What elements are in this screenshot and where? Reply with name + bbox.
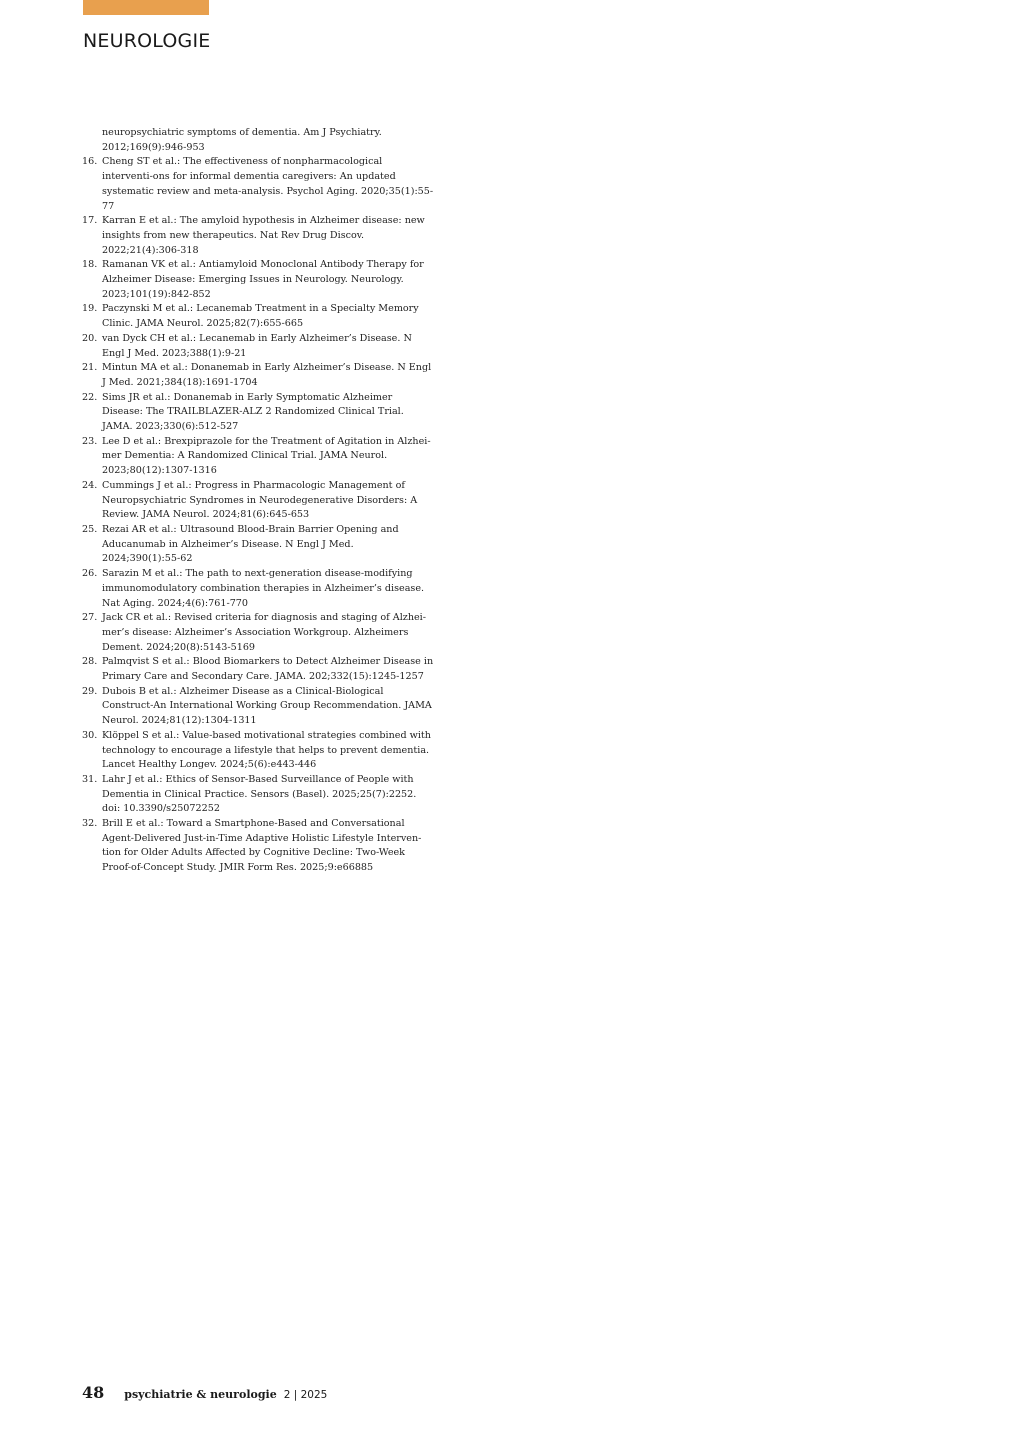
reference-number: 18.: [82, 259, 98, 271]
reference-continuation: neuropsychiatric symptoms of dementia. Am J Psychiatry. 2012;169(9):946-953: [102, 127, 382, 153]
reference-item: [82, 773, 434, 817]
reference-text: Rezai AR et al.: Ultrasound Blood-Brain Barrier Opening and Aducanumab in Alzheimer’s Disease. N Engl J Med. 2024;390(1):55-62: [102, 523, 399, 565]
reference-text: Paczynski M et al.: Lecanemab Treatment in a Specialty Memory Clinic. JAMA Neurol. 2025;82(7):655-665: [102, 303, 419, 330]
reference-text: Sarazin M et al.: The path to next-generation disease-modifying immunomodulatory combination therapies in Alzheimer’s disease. Nat Aging. 2024;4(6):761-770: [102, 568, 425, 609]
reference-number: 27.: [82, 612, 98, 624]
reference-number: 23.: [82, 435, 98, 447]
reference-item: [82, 817, 434, 876]
page-number: 48: [82, 1383, 105, 1402]
reference-text: Lahr J et al.: Ethics of Sensor-Based Surveillance of People with Dementia in Clinical Practice. Sensors (Basel). 2025;25(7):2252. doi: 10.3390/s25072252: [102, 773, 417, 815]
reference-number: 31.: [82, 773, 98, 785]
reference-item: [82, 685, 434, 729]
reference-text: Brill E et al.: Toward a Smartphone-Based and Conversational Agent-Delivered Just-in-Time Adaptive Holistic Lifestyle Interven-tion for Older Adults Affected by Cognitive Decline: Two-Week Proof-of-Concept Study. JMIR Form Res. 2025;9:e66885: [102, 818, 422, 874]
reference-item: [82, 479, 434, 523]
reference-number: 17.: [82, 215, 98, 227]
reference-item: [82, 435, 434, 479]
reference-number: 20.: [82, 332, 98, 344]
reference-number: 22.: [82, 391, 98, 403]
reference-text: Karran E et al.: The amyloid hypothesis in Alzheimer disease: new insights from new therapeutics. Nat Rev Drug Discov. 2022;21(4):306-318: [102, 215, 425, 256]
reference-text: Klöppel S et al.: Value-based motivational strategies combined with technology to encourage a lifestyle that helps to prevent dementia. Lancet Healthy Longev. 2024;5(6):e443-446: [102, 729, 431, 771]
page-footer: [82, 1383, 327, 1402]
reference-number: 26.: [82, 568, 98, 580]
reference-item: [82, 214, 434, 258]
reference-number: 30.: [82, 729, 98, 741]
reference-number: 25.: [82, 523, 98, 535]
reference-item: [82, 361, 434, 390]
reference-items: [82, 155, 434, 875]
reference-number: 28.: [82, 656, 98, 668]
reference-number: 29.: [82, 685, 98, 697]
reference-number: 21.: [82, 362, 98, 374]
reference-text: Ramanan VK et al.: Antiamyloid Monoclonal Antibody Therapy for Alzheimer Disease: Emerging Issues in Neurology. Neurology. 2023;101(19):842-852: [102, 259, 424, 300]
reference-item: [82, 729, 434, 773]
reference-item: [82, 258, 434, 302]
reference-item: [82, 655, 434, 684]
reference-item: [82, 155, 434, 214]
journal-name: psychiatrie & neurologie: [124, 1388, 277, 1401]
reference-text: Dubois B et al.: Alzheimer Disease as a Clinical-Biological Construct-An International Working Group Recommendation. JAMA Neurol. 2024;81(12):1304-1311: [102, 685, 432, 727]
reference-item: [82, 391, 434, 435]
reference-number: 24.: [82, 479, 98, 491]
section-title: NEUROLOGIE: [83, 30, 211, 52]
reference-text: Cummings J et al.: Progress in Pharmacologic Management of Neuropsychiatric Syndromes in Neurodegenerative Disorders: A Review. JAMA Neurol. 2024;81(6):645-653: [102, 479, 418, 521]
reference-text: Palmqvist S et al.: Blood Biomarkers to Detect Alzheimer Disease in Primary Care and Secondary Care. JAMA. 202;332(15):1245-1257: [102, 656, 434, 683]
reference-number: 16.: [82, 156, 98, 168]
reference-item: [82, 611, 434, 655]
reference-list: [82, 126, 434, 876]
reference-number: 32.: [82, 818, 98, 830]
reference-item: [82, 523, 434, 567]
reference-text: Jack CR et al.: Revised criteria for diagnosis and staging of Alzhei-mer’s disease: Alzheimer’s Association Workgroup. Alzheimers Dement. 2024;20(8):5143-5169: [102, 612, 426, 653]
reference-text: van Dyck CH et al.: Lecanemab in Early Alzheimer’s Disease. N Engl J Med. 2023;388(1):9-21: [102, 332, 412, 359]
reference-item: [82, 567, 434, 611]
reference-item: [82, 302, 434, 331]
reference-text: Mintun MA et al.: Donanemab in Early Alzheimer’s Disease. N Engl J Med. 2021;384(18):1691-1704: [102, 362, 432, 388]
reference-item: [82, 332, 434, 361]
reference-text: Cheng ST et al.: The effectiveness of nonpharmacological interventi-ons for informal dementia caregivers: An updated systematic review and meta-analysis. Psychol Aging. 2020;35(1):55-77: [102, 156, 434, 212]
reference-text: Lee D et al.: Brexpiprazole for the Treatment of Agitation in Alzhei-mer Dementia: A Randomized Clinical Trial. JAMA Neurol. 2023;80(12):1307-1316: [102, 435, 431, 477]
reference-number: 19.: [82, 303, 98, 315]
accent-bar: [83, 0, 209, 15]
issue-number: 2 | 2025: [283, 1389, 328, 1401]
reference-text: Sims JR et al.: Donanemab in Early Symptomatic Alzheimer Disease: The TRAILBLAZER-ALZ 2 Randomized Clinical Trial. JAMA. 2023;330(6):512-527: [102, 391, 404, 433]
